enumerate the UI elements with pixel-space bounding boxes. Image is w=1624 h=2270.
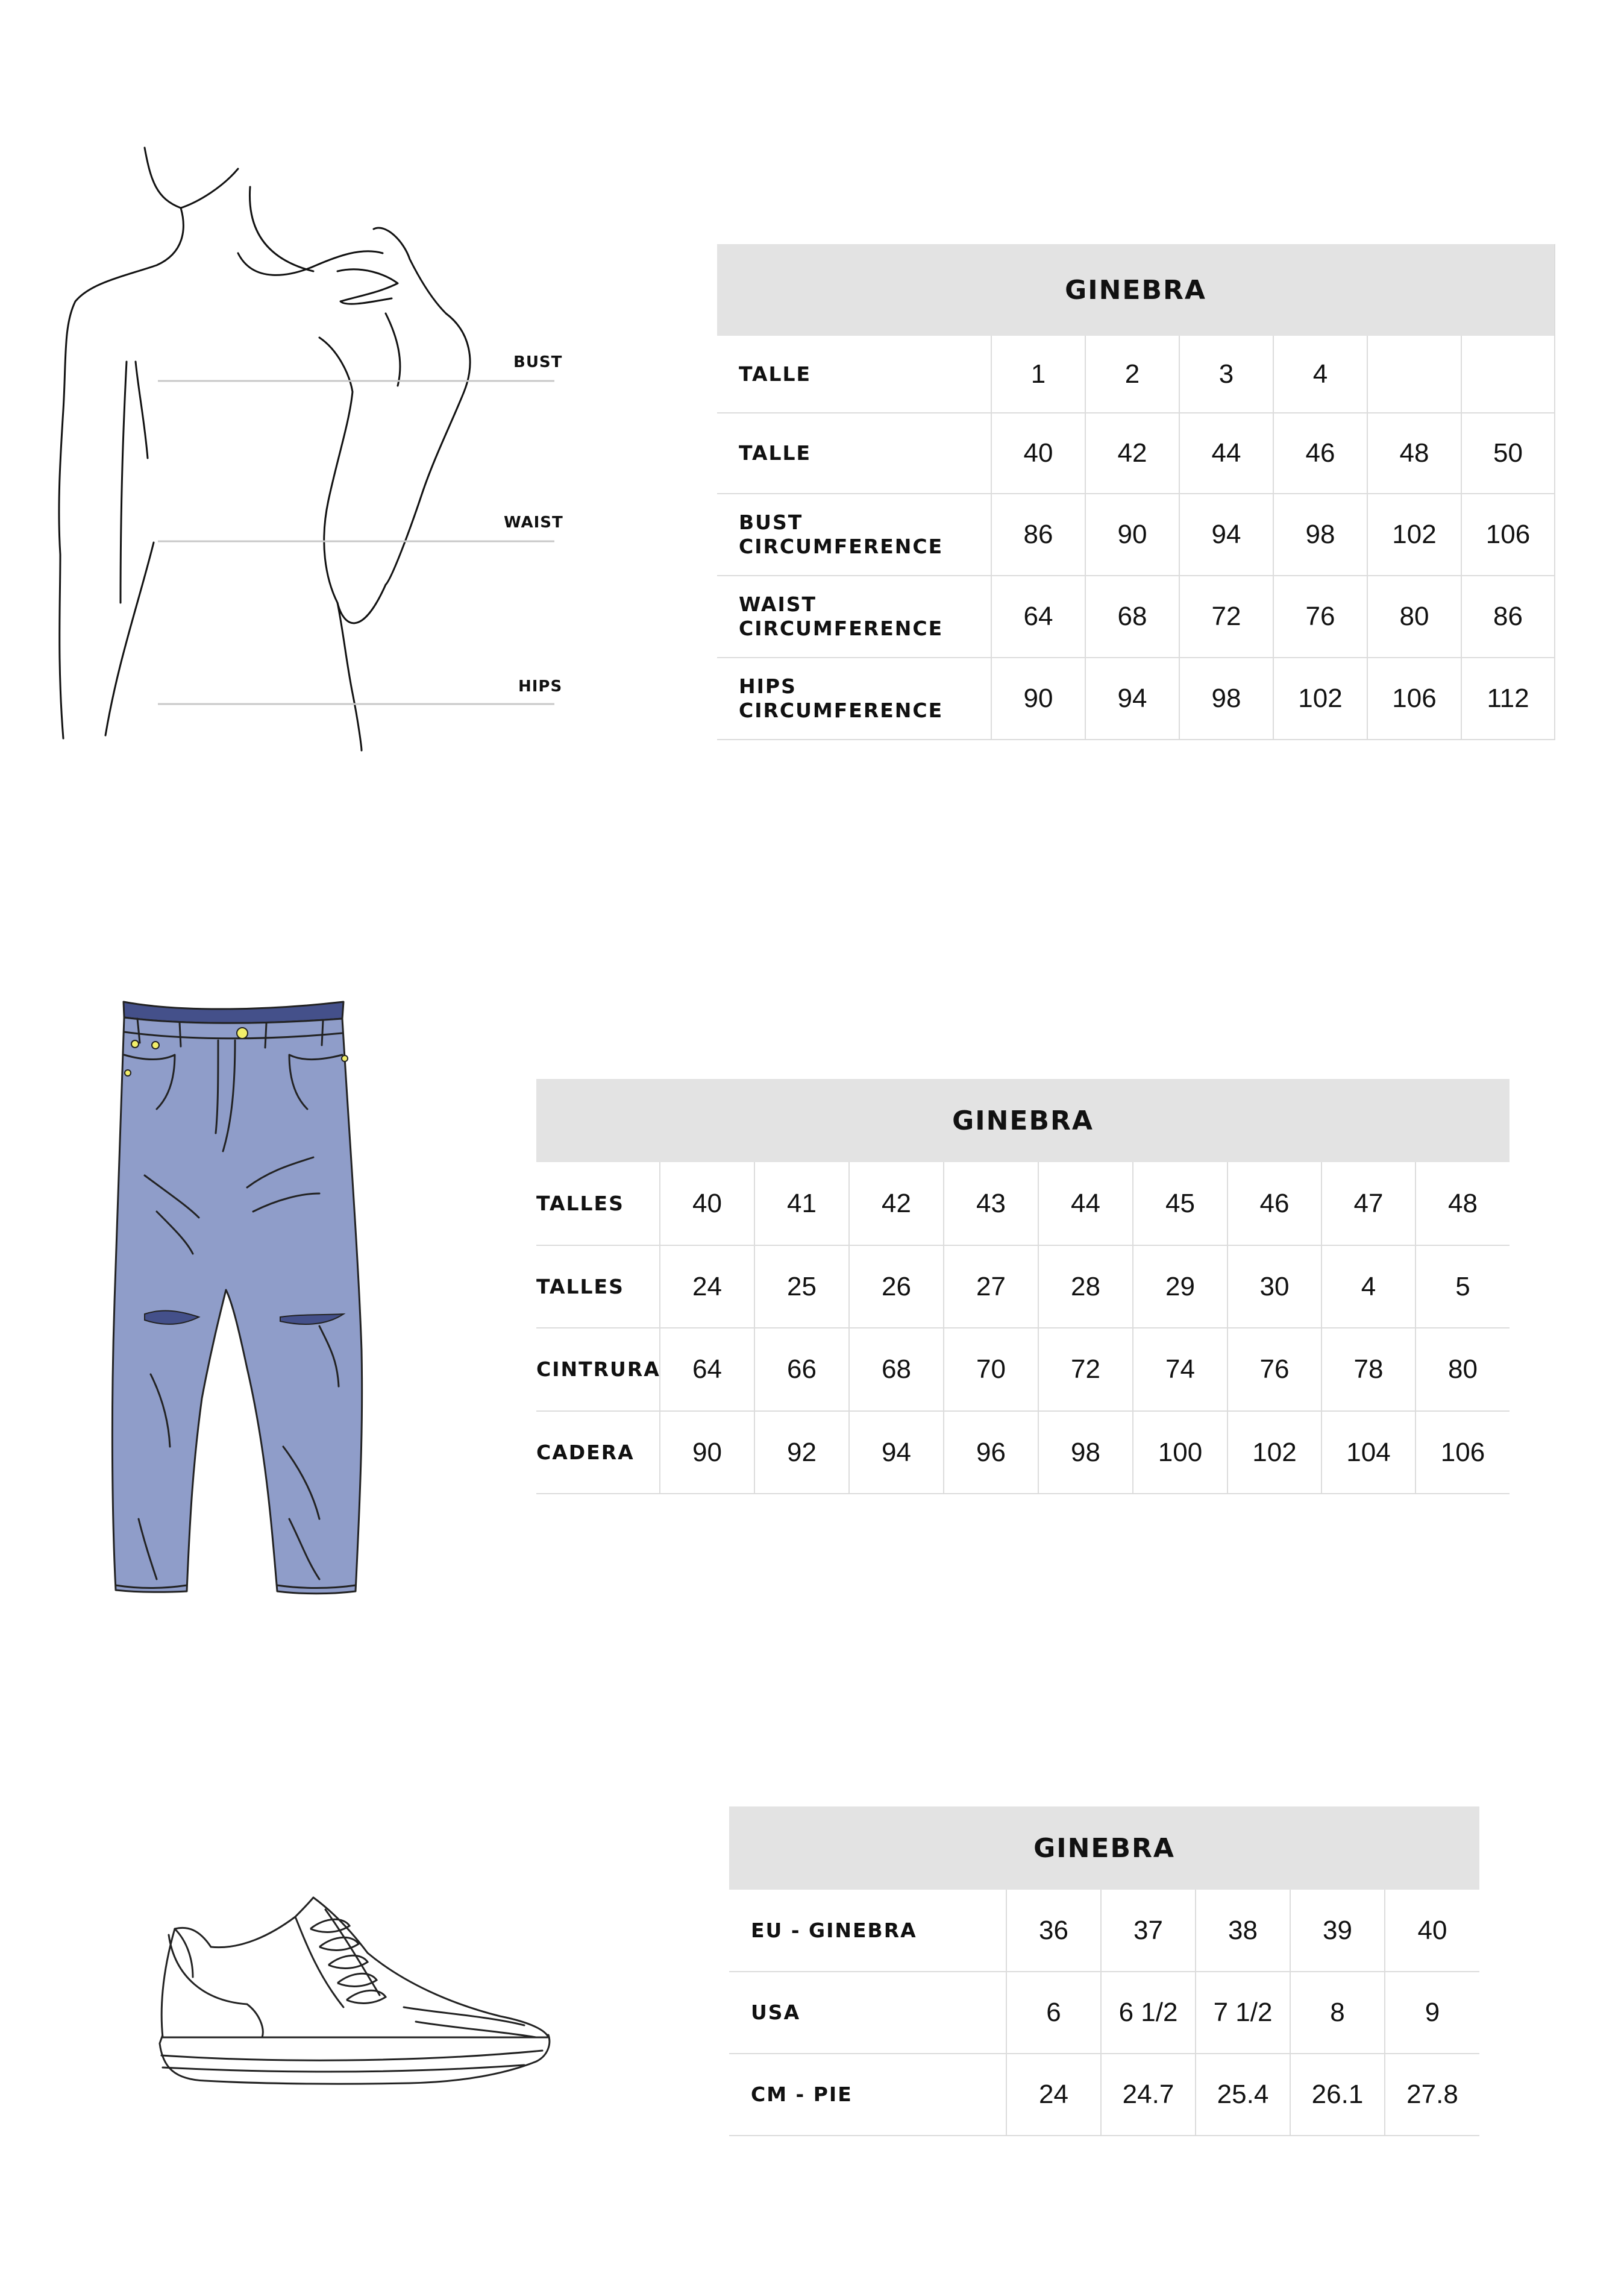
shoes-size-table <box>729 1806 1479 2136</box>
row-label: EU - GINEBRA <box>729 1890 1006 1972</box>
table-cell: 102 <box>1367 494 1461 576</box>
table-cell: 38 <box>1196 1890 1290 1972</box>
table-cell: 26.1 <box>1290 2054 1385 2136</box>
row-label: TALLES <box>536 1245 660 1328</box>
table-cell: 80 <box>1367 576 1461 658</box>
table-cell: 78 <box>1321 1328 1416 1411</box>
table-cell: 42 <box>849 1162 944 1245</box>
sneaker-illustration <box>151 1893 560 2098</box>
table-cell: 50 <box>1461 413 1555 494</box>
table-cell: 48 <box>1367 413 1461 494</box>
table-cell: 74 <box>1133 1328 1227 1411</box>
table-cell: 3 <box>1179 336 1273 413</box>
table-cell: 37 <box>1101 1890 1196 1972</box>
row-label: CM - PIE <box>729 2054 1006 2136</box>
row-label: HIPS CIRCUMFERENCE <box>717 658 991 740</box>
table-row <box>536 1245 1510 1328</box>
tops-table-title: GINEBRA <box>717 244 1555 336</box>
bust-label: BUST <box>513 353 563 371</box>
table-cell: 25.4 <box>1196 2054 1290 2136</box>
table-cell: 98 <box>1179 658 1273 740</box>
table-cell: 92 <box>754 1411 849 1494</box>
table-cell: 98 <box>1273 494 1367 576</box>
table-cell: 94 <box>849 1411 944 1494</box>
table-cell: 1 <box>991 336 1085 413</box>
tops-size-table <box>717 244 1555 740</box>
table-cell: 24 <box>1006 2054 1101 2136</box>
table-cell: 27 <box>944 1245 1038 1328</box>
table-cell: 24.7 <box>1101 2054 1196 2136</box>
table-cell: 106 <box>1461 494 1555 576</box>
table-cell: 80 <box>1416 1328 1510 1411</box>
table-cell: 102 <box>1273 658 1367 740</box>
table-cell: 30 <box>1227 1245 1321 1328</box>
table-cell: 70 <box>944 1328 1038 1411</box>
row-label: USA <box>729 1972 1006 2054</box>
table-cell: 64 <box>660 1328 754 1411</box>
table-cell: 36 <box>1006 1890 1101 1972</box>
pants-size-table <box>536 1079 1510 1494</box>
table-row <box>536 1162 1510 1245</box>
table-cell: 90 <box>1085 494 1179 576</box>
table-cell: 90 <box>991 658 1085 740</box>
table-cell: 94 <box>1179 494 1273 576</box>
table-cell: 86 <box>1461 576 1555 658</box>
jeans-illustration <box>102 989 380 1603</box>
table-row <box>536 1411 1510 1494</box>
table-cell: 6 <box>1006 1972 1101 2054</box>
waist-label: WAIST <box>504 514 563 532</box>
table-row <box>729 2054 1479 2136</box>
table-cell: 24 <box>660 1245 754 1328</box>
table-cell: 44 <box>1038 1162 1133 1245</box>
table-cell: 40 <box>1385 1890 1479 1972</box>
table-cell: 98 <box>1038 1411 1133 1494</box>
table-cell: 4 <box>1321 1245 1416 1328</box>
body-silhouette-illustration <box>0 0 603 784</box>
table-cell: 41 <box>754 1162 849 1245</box>
row-label: TALLE <box>717 413 991 494</box>
table-cell: 9 <box>1385 1972 1479 2054</box>
table-cell: 46 <box>1227 1162 1321 1245</box>
table-cell: 42 <box>1085 413 1179 494</box>
table-cell: 102 <box>1227 1411 1321 1494</box>
table-row <box>729 1890 1479 1972</box>
table-cell: 86 <box>991 494 1085 576</box>
row-label: CADERA <box>536 1411 660 1494</box>
table-cell: 64 <box>991 576 1085 658</box>
table-cell <box>1461 336 1555 413</box>
table-cell: 48 <box>1416 1162 1510 1245</box>
table-cell: 6 1/2 <box>1101 1972 1196 2054</box>
row-label: TALLE <box>717 336 991 413</box>
table-row <box>536 1328 1510 1411</box>
row-label: CINTRURA <box>536 1328 660 1411</box>
table-cell: 106 <box>1367 658 1461 740</box>
table-cell <box>1367 336 1461 413</box>
table-cell: 72 <box>1179 576 1273 658</box>
table-cell: 7 1/2 <box>1196 1972 1290 2054</box>
table-cell: 5 <box>1416 1245 1510 1328</box>
table-cell: 2 <box>1085 336 1179 413</box>
table-cell: 40 <box>991 413 1085 494</box>
table-cell: 45 <box>1133 1162 1227 1245</box>
table-cell: 27.8 <box>1385 2054 1479 2136</box>
table-row <box>717 658 1555 740</box>
row-label: BUST CIRCUMFERENCE <box>717 494 991 576</box>
table-row <box>717 576 1555 658</box>
table-cell: 104 <box>1321 1411 1416 1494</box>
row-label: WAIST CIRCUMFERENCE <box>717 576 991 658</box>
table-cell: 47 <box>1321 1162 1416 1245</box>
table-row <box>729 1972 1479 2054</box>
table-cell: 100 <box>1133 1411 1227 1494</box>
table-cell: 46 <box>1273 413 1367 494</box>
table-cell: 43 <box>944 1162 1038 1245</box>
table-cell: 94 <box>1085 658 1179 740</box>
table-cell: 76 <box>1227 1328 1321 1411</box>
pants-table-title: GINEBRA <box>536 1079 1510 1162</box>
hips-label: HIPS <box>518 678 563 696</box>
table-cell: 72 <box>1038 1328 1133 1411</box>
table-row <box>717 413 1555 494</box>
table-cell: 106 <box>1416 1411 1510 1494</box>
table-cell: 4 <box>1273 336 1367 413</box>
table-cell: 66 <box>754 1328 849 1411</box>
shoes-table-title: GINEBRA <box>729 1806 1479 1890</box>
table-cell: 76 <box>1273 576 1367 658</box>
table-cell: 25 <box>754 1245 849 1328</box>
table-cell: 96 <box>944 1411 1038 1494</box>
table-cell: 68 <box>849 1328 944 1411</box>
table-cell: 26 <box>849 1245 944 1328</box>
table-row <box>717 494 1555 576</box>
table-cell: 8 <box>1290 1972 1385 2054</box>
table-cell: 112 <box>1461 658 1555 740</box>
table-cell: 44 <box>1179 413 1273 494</box>
table-cell: 90 <box>660 1411 754 1494</box>
table-cell: 40 <box>660 1162 754 1245</box>
row-label: TALLES <box>536 1162 660 1245</box>
table-cell: 28 <box>1038 1245 1133 1328</box>
table-cell: 29 <box>1133 1245 1227 1328</box>
table-row <box>717 336 1555 413</box>
table-cell: 68 <box>1085 576 1179 658</box>
table-cell: 39 <box>1290 1890 1385 1972</box>
